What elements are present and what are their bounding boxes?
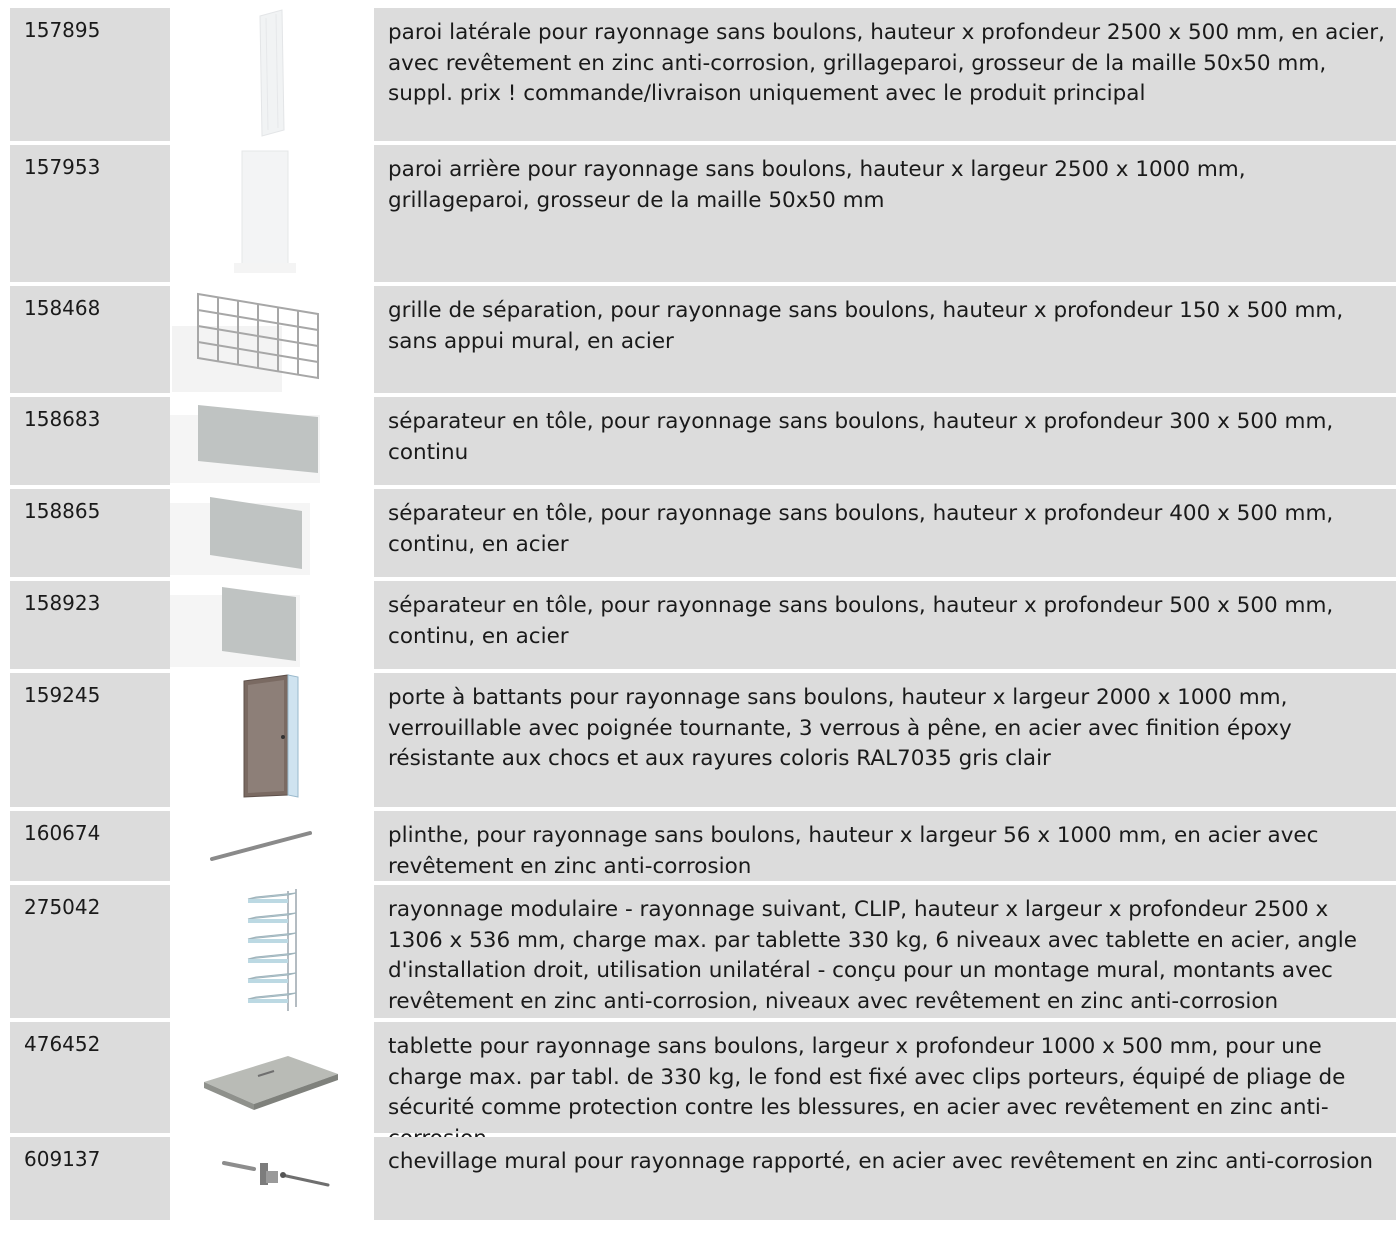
separation-grid-image: [170, 286, 374, 393]
product-id: 158683: [10, 397, 170, 485]
table-row: [10, 811, 1396, 885]
product-table: [10, 8, 1396, 1220]
table-row: [10, 1022, 1396, 1137]
product-id: 159245: [10, 673, 170, 807]
product-id: 158865: [10, 489, 170, 577]
table-row: [10, 8, 1396, 145]
product-description: grille de séparation, pour rayonnage sans boulons, hauteur x profondeur 150 x 500 mm, sans appui mural, en acier: [374, 286, 1396, 393]
table-row: [10, 489, 1396, 581]
table-row: [10, 397, 1396, 489]
product-description: paroi arrière pour rayonnage sans boulons, hauteur x largeur 2500 x 1000 mm, grillageparoi, grosseur de la maille 50x50 mm: [374, 145, 1396, 282]
product-id: 275042: [10, 885, 170, 1018]
product-description: chevillage mural pour rayonnage rapporté, en acier avec revêtement en zinc anti-corrosion: [374, 1137, 1396, 1220]
shelving-unit-image: [170, 885, 374, 1018]
product-description: séparateur en tôle, pour rayonnage sans boulons, hauteur x profondeur 400 x 500 mm, continu, en acier: [374, 489, 1396, 577]
shelf-board-image: [170, 1022, 374, 1133]
sheet-divider-image: [170, 581, 374, 669]
table-row: [10, 1137, 1396, 1220]
product-id: 158468: [10, 286, 170, 393]
product-description: séparateur en tôle, pour rayonnage sans boulons, hauteur x profondeur 500 x 500 mm, continu, en acier: [374, 581, 1396, 669]
wall-anchor-kit-image: [170, 1137, 374, 1220]
sheet-divider-image: [170, 397, 374, 485]
table-row: [10, 581, 1396, 673]
product-description: porte à battants pour rayonnage sans boulons, hauteur x largeur 2000 x 1000 mm, verrouillable avec poignée tournante, 3 verrous à pêne, en acier avec finition époxy résistante aux chocs et aux rayures coloris RAL7035 gris clair: [374, 673, 1396, 807]
hinged-door-image: [170, 673, 374, 807]
product-id: 157953: [10, 145, 170, 282]
table-row: [10, 145, 1396, 286]
product-description: séparateur en tôle, pour rayonnage sans boulons, hauteur x profondeur 300 x 500 mm, continu: [374, 397, 1396, 485]
sheet-divider-image: [170, 489, 374, 577]
product-id: 160674: [10, 811, 170, 881]
table-row: [10, 673, 1396, 811]
side-wall-mesh-panel-image: [170, 8, 374, 141]
product-description: tablette pour rayonnage sans boulons, largeur x profondeur 1000 x 500 mm, pour une charge max. par tabl. de 330 kg, le fond est fixé avec clips porteurs, équipé de pliage de sécurité comme protection contre les blessures, en acier avec revêtement en zinc anti-: [374, 1022, 1396, 1133]
product-id: 158923: [10, 581, 170, 669]
product-id: 609137: [10, 1137, 170, 1220]
product-description: paroi latérale pour rayonnage sans boulons, hauteur x profondeur 2500 x 500 mm, en acier, avec revêtement en zinc anti-corrosion, grillageparoi, grosseur de la maille 50x50 mm, suppl. prix ! commande/livraison uniquement avec le produit principal: [374, 8, 1396, 141]
back-wall-panel-image: [170, 145, 374, 282]
table-row: [10, 885, 1396, 1022]
plinth-bar-image: [170, 811, 374, 881]
product-description: rayonnage modulaire - rayonnage suivant, CLIP, hauteur x largeur x profondeur 2500 x 1306 x 536 mm, charge max. par tablette 330 kg, 6 niveaux avec tablette en acier, angle d'installation droit, utilisation unilatéral - conçu pour un montage mural, montants avec revêtement en zinc anti-corrosion, niveaux avec revêtement en zinc anti-corrosion: [374, 885, 1396, 1018]
product-description: plinthe, pour rayonnage sans boulons, hauteur x largeur 56 x 1000 mm, en acier avec revêtement en zinc anti-corrosion: [374, 811, 1396, 881]
product-id: 157895: [10, 8, 170, 141]
table-row: [10, 286, 1396, 397]
product-id: 476452: [10, 1022, 170, 1133]
